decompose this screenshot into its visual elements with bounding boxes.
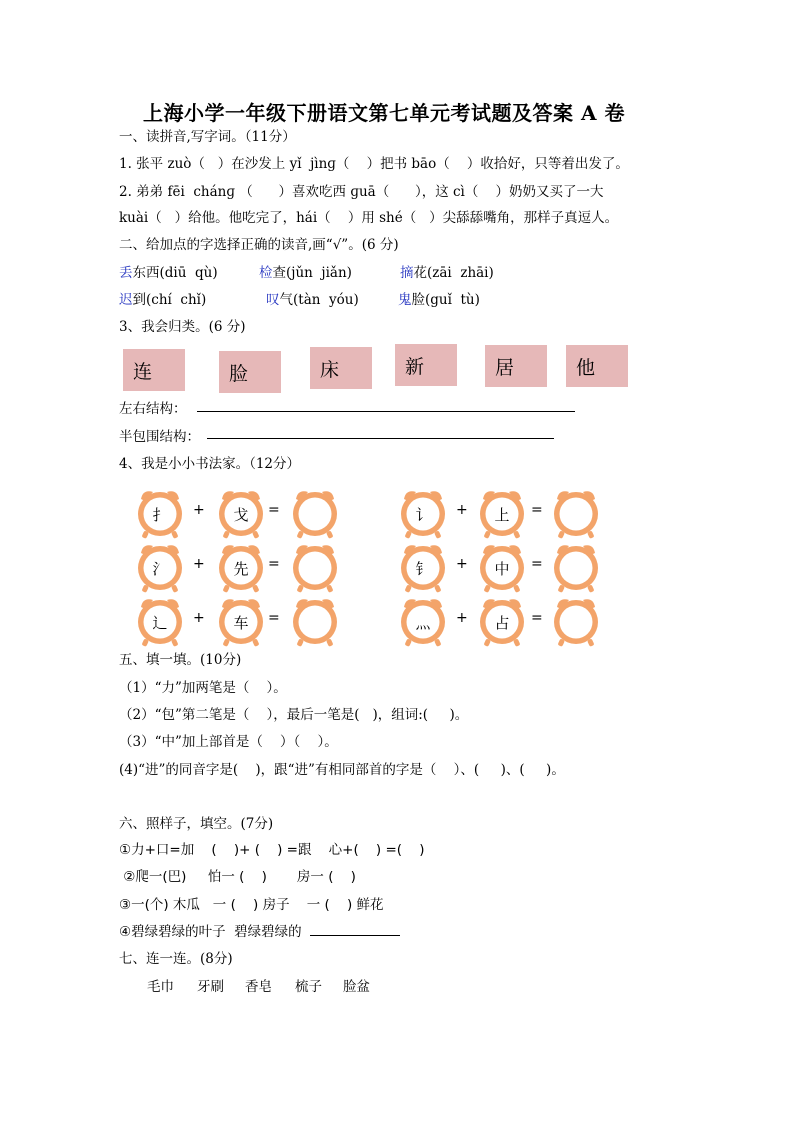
- char-box: 床: [310, 347, 372, 389]
- dotted-char: 摘: [400, 265, 414, 281]
- answer-clock[interactable]: [290, 595, 340, 647]
- answer-clock[interactable]: [290, 541, 340, 593]
- clock-char: [477, 541, 527, 593]
- reading-item: [119, 261, 218, 281]
- dotted-char: 检: [259, 265, 273, 281]
- equals-sign: =: [531, 610, 543, 626]
- dotted-char: 迟: [119, 292, 133, 308]
- equals-sign: =: [268, 502, 280, 518]
- clock-char-text: 占: [494, 614, 510, 632]
- reading-options: 气(tàn yóu): [279, 292, 359, 308]
- clock-char: [135, 487, 185, 539]
- page-title: 上海小学一年级下册语文第七单元考试题及答案 A 卷: [143, 101, 625, 125]
- equals-sign: =: [531, 502, 543, 518]
- match-item[interactable]: 毛巾: [147, 979, 174, 995]
- answer-clock[interactable]: [290, 487, 340, 539]
- section1-heading: 一、读拼音,写字词。（11分）: [119, 129, 296, 145]
- reading-item: [400, 261, 494, 281]
- match-item[interactable]: 梳子: [295, 979, 322, 995]
- section5-line: (4)“进”的同音字是( )，跟“进”有相同部首的字是（ ）、( )、( )。: [119, 762, 565, 778]
- clock-char-text: 上: [494, 506, 510, 524]
- section5-heading: 五、填一填。(10分): [119, 652, 242, 668]
- answer-line[interactable]: [310, 935, 400, 936]
- match-item[interactable]: 脸盆: [343, 979, 370, 995]
- section1-line2: 2. 弟弟 fēi chánɡ （ ）喜欢吃西 ɡuā（ ），这 cì（ ）奶奶又买了一大: [119, 184, 604, 200]
- clock-char: [477, 595, 527, 647]
- match-item[interactable]: 香皂: [245, 979, 272, 995]
- clock-char: [398, 595, 448, 647]
- clock-char-text: 灬: [415, 614, 431, 632]
- clock-char: [398, 541, 448, 593]
- dotted-char: 丢: [119, 265, 133, 281]
- reading-options: 花(zāi zhāi): [413, 265, 494, 281]
- section2-heading: 二、给加点的字选择正确的读音,画“√”。(6 分): [119, 237, 399, 253]
- equals-sign: =: [531, 556, 543, 572]
- clock-char-text: 戈: [233, 506, 249, 524]
- section1-line3: kuài（ ）给他。他吃完了，hái（ ）用 shé（ ）尖舔舔嘴角，那样子真逗人。: [119, 210, 619, 226]
- clock-char: [135, 595, 185, 647]
- char-box: 他: [566, 345, 628, 387]
- section5-line: （2）“包”第二笔是（ ），最后一笔是( )，组词:( )。: [119, 707, 469, 723]
- section1-line1: 1. 张平 zuò（ ）在沙发上 yǐ jìnɡ（ ）把书 bāo（ ）收拾好，只等着出发了。: [119, 156, 629, 172]
- plus-sign: +: [456, 502, 468, 518]
- clock-char-text: 辶: [152, 614, 168, 632]
- clock-char-text: 车: [233, 614, 249, 632]
- section6-line: ③一(个) 木瓜 一 ( ) 房子 一 ( ) 鲜花: [119, 897, 384, 913]
- section5-line: （3）“中”加上部首是（ ）（ ）。: [119, 734, 338, 750]
- plus-sign: +: [456, 610, 468, 626]
- clock-char: [135, 541, 185, 593]
- section7-heading: 七、连一连。(8分): [119, 951, 233, 967]
- reading-options: 查(jǔn jiǎn): [272, 265, 352, 281]
- section6-heading: 六、照样子，填空。(7分): [119, 816, 274, 832]
- answer-clock[interactable]: [551, 487, 601, 539]
- section6-line: ①力+口=加 ( )+ ( ) =跟 心+( ) =( ): [119, 842, 425, 858]
- section6-line: ④碧绿碧绿的叶子 碧绿碧绿的: [119, 924, 302, 940]
- clock-char-text: 中: [494, 560, 510, 578]
- plus-sign: +: [193, 556, 205, 572]
- left-right-label: 左右结构：: [119, 401, 187, 417]
- char-box: 连: [123, 349, 185, 391]
- plus-sign: +: [193, 502, 205, 518]
- dotted-char: 叹: [266, 292, 280, 308]
- answer-clock[interactable]: [551, 541, 601, 593]
- clock-char-text: 先: [233, 560, 249, 578]
- answer-line[interactable]: [197, 411, 575, 412]
- answer-line[interactable]: [207, 438, 554, 439]
- clock-char-text: 钅: [415, 560, 431, 578]
- clock-char-text: 讠: [415, 506, 431, 524]
- plus-sign: +: [193, 610, 205, 626]
- reading-options: 东西(diū qù): [132, 265, 218, 281]
- char-box: 居: [485, 345, 547, 387]
- reading-item: [266, 288, 359, 308]
- char-box: 新: [395, 344, 457, 386]
- reading-item: [259, 261, 352, 281]
- reading-options: 脸(guǐ tù): [411, 292, 480, 308]
- clock-char: [398, 487, 448, 539]
- clock-char: [477, 487, 527, 539]
- clock-char: [216, 487, 266, 539]
- clock-char-text: 扌: [152, 506, 168, 524]
- section6-line: ②爬一(巴) 怕一 ( ) 房一 ( ): [119, 869, 356, 885]
- clock-char: [216, 541, 266, 593]
- section4-heading: 4、我是小小书法家。（12分）: [119, 456, 301, 472]
- reading-item: [119, 288, 206, 308]
- section3-heading: 3、我会归类。(6 分): [119, 319, 246, 335]
- clock-char-text: 氵: [152, 560, 168, 578]
- match-item[interactable]: 牙刷: [197, 979, 224, 995]
- equals-sign: =: [268, 610, 280, 626]
- reading-options: 到(chí chǐ): [132, 292, 207, 308]
- clock-char: [216, 595, 266, 647]
- equals-sign: =: [268, 556, 280, 572]
- section5-line: （1）“力”加两笔是（ ）。: [119, 680, 287, 696]
- answer-clock[interactable]: [551, 595, 601, 647]
- reading-item: [398, 288, 480, 308]
- char-box: 脸: [219, 351, 281, 393]
- dotted-char: 鬼: [398, 292, 412, 308]
- plus-sign: +: [456, 556, 468, 572]
- half-surround-label: 半包围结构：: [119, 429, 200, 445]
